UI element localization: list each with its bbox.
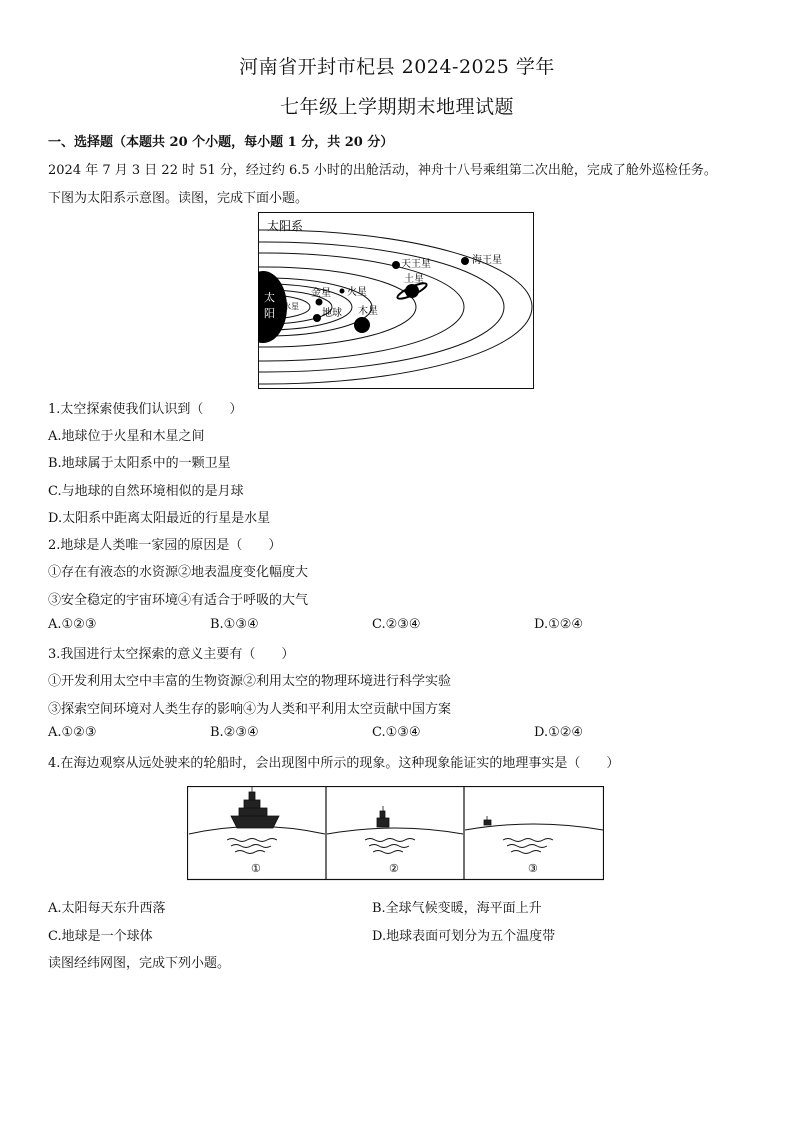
saturn-label: 土星: [404, 274, 424, 285]
mercury: [278, 304, 282, 308]
q2-option-b: B.①③④: [210, 617, 259, 632]
q3-option-d: D.①②④: [534, 725, 584, 740]
q2-statement-1: ①存在有液态的水资源②地表温度变化幅度大: [48, 565, 309, 580]
q4-option-a: A.太阳每天东升西落: [48, 901, 166, 916]
q1-option-a: A.地球位于火星和木星之间: [48, 429, 205, 444]
q3-option-c: C.①③④: [372, 725, 421, 740]
q3-statement-1: ①开发利用太空中丰富的生物资源②利用太空的物理环境进行科学实验: [48, 674, 452, 689]
title-line-2: 七年级上学期期末地理试题: [279, 96, 514, 118]
q4-stem: 4.在海边观察从远处驶来的轮船时，会出现图中所示的现象。这种现象能证实的地理事实是（ ）: [48, 756, 620, 771]
panel-1-label: ①: [251, 862, 261, 875]
neptune-label: 海王星: [472, 255, 502, 266]
earth-label: 地球: [322, 308, 342, 319]
q2-option-d: D.①②④: [534, 617, 584, 632]
q1-option-d: D.太阳系中距离太阳最近的行星是水星: [48, 511, 271, 526]
sun-label-bottom: 阳: [264, 307, 275, 320]
q1-option-b: B.地球属于太阳系中的一颗卫星: [48, 456, 231, 471]
q2-option-a: A.①②③: [48, 617, 97, 632]
panel-3-label: ③: [528, 862, 538, 875]
mercury-label: 水星: [283, 302, 299, 311]
neptune: [461, 257, 469, 265]
outro-line: 读图经纬网图，完成下列小题。: [48, 956, 231, 971]
intro-line-1: 2024 年 7 月 3 日 22 时 51 分，经过约 6.5 小时的出舱活动，神舟十八号乘组第二次出舱，完成了舱外巡检任务。: [48, 163, 717, 178]
q4-option-c: C.地球是一个球体: [48, 929, 153, 944]
mars: [340, 289, 345, 294]
q4-option-d: D.地球表面可划分为五个温度带: [372, 929, 556, 944]
q2-statement-2: ③安全稳定的宇宙环境④有适合于呼吸的大气: [48, 593, 309, 608]
q1-stem: 1.太空探索使我们认识到（ ）: [48, 402, 243, 417]
saturn: [405, 284, 419, 298]
title-line-1: 河南省开封市杞县 2024-2025 学年: [239, 56, 555, 78]
jupiter: [354, 317, 370, 333]
q4-option-b: B.全球气候变暖，海平面上升: [372, 901, 542, 916]
panel-2-label: ②: [389, 862, 399, 875]
earth: [313, 314, 321, 322]
sun-label-top: 太: [264, 291, 275, 304]
q3-option-a: A.①②③: [48, 725, 97, 740]
uranus: [392, 261, 400, 269]
intro-line-2: 下图为太阳系示意图。读图，完成下面小题。: [48, 191, 309, 206]
ship-horizon-figure: [187, 786, 604, 881]
q1-option-c: C.与地球的自然环境相似的是月球: [48, 484, 244, 499]
q2-option-c: C.②③④: [372, 617, 421, 632]
mars-label: 火星: [347, 287, 367, 298]
venus-label: 金星: [311, 288, 331, 299]
uranus-label: 天王星: [401, 259, 431, 270]
q2-stem: 2.地球是人类唯一家园的原因是（ ）: [48, 538, 282, 553]
venus: [316, 299, 323, 306]
q3-statement-2: ③探索空间环境对人类生存的影响④为人类和平利用太空贡献中国方案: [48, 702, 452, 717]
solar-system-title: 太阳系: [267, 219, 304, 233]
q3-stem: 3.我国进行太空探索的意义主要有（ ）: [48, 647, 295, 662]
jupiter-label: 木星: [358, 306, 378, 317]
q3-option-b: B.②③④: [210, 725, 259, 740]
section-heading: 一、选择题（本题共 20 个小题，每小题 1 分，共 20 分）: [48, 135, 394, 150]
solar-system-figure: [258, 212, 534, 389]
